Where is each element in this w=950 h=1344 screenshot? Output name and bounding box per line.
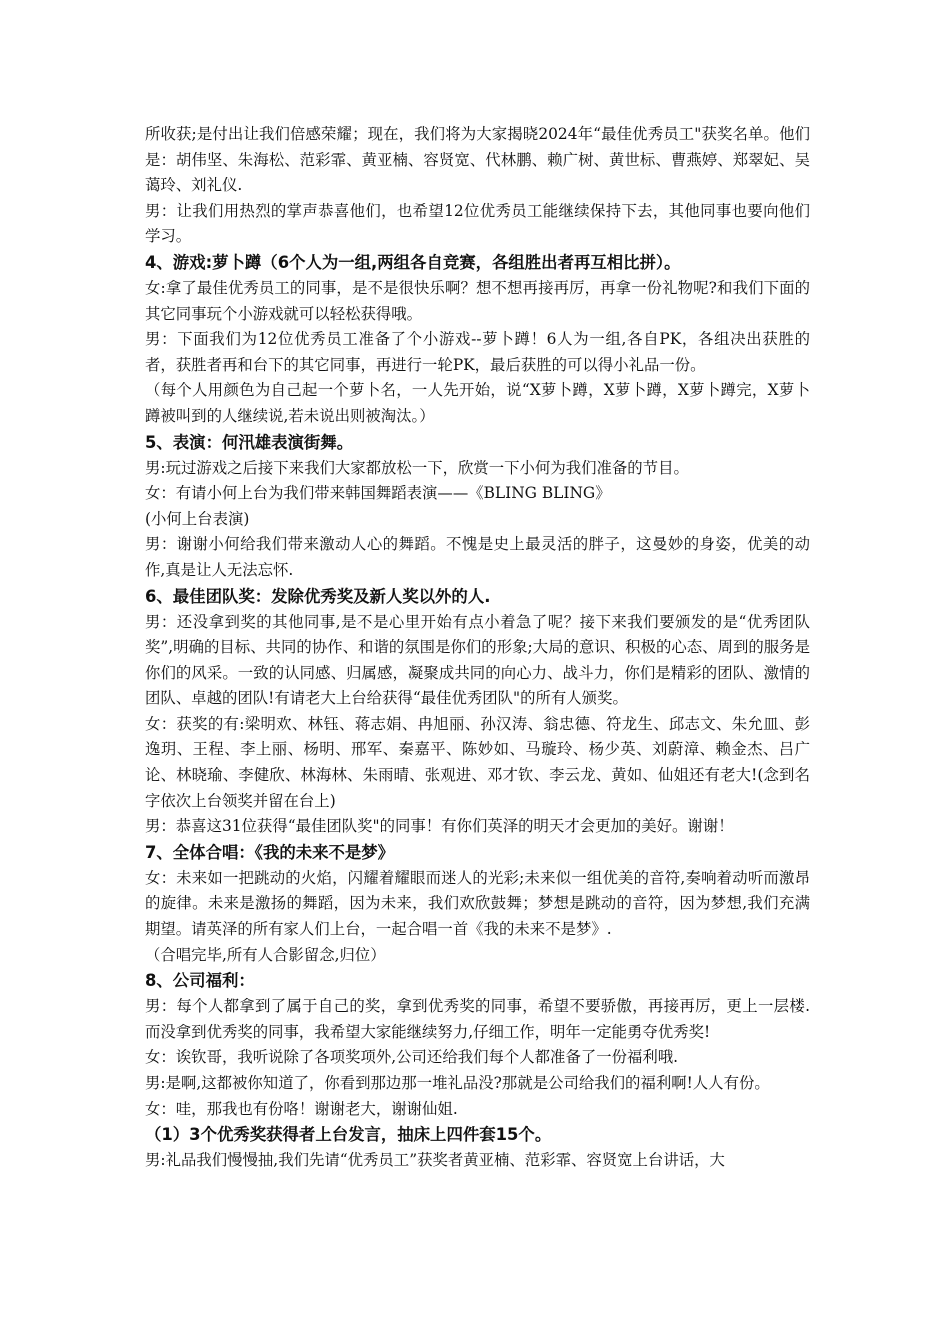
section-heading-welfare: 8、公司福利： — [145, 971, 255, 991]
paragraph-team-award-winners: 女：获奖的有:梁明欢、林钰、蒋志娟、冉旭丽、孙汉涛、翁忠德、符龙生、邱志文、朱允皿、彭逸玥、王程、李上丽、杨明、邢军、秦嘉平、陈妙如、马璇玲、杨少英、刘蔚漳、赖金杰、吕广论、林晓瑜、李健欣、林海林、朱雨晴、张观进、邓才钦、李云龙、黄如、仙姐还有老大!(念到名字依次上台领奖并留在台上) — [145, 714, 810, 810]
paragraph-game-intro: 女:拿了最佳优秀员工的同事，是不是很快乐啊？想不想再接再厉，再拿一份礼物呢?和我们下面的其它同事玩个小游戏就可以轻松获得哦。 — [145, 278, 810, 323]
paragraph-speech-intro: 男:礼品我们慢慢抽,我们先请“优秀员工”获奖者黄亚楠、范彩霏、容贤宽上台讲话，大 — [145, 1151, 725, 1170]
document-body — [145, 122, 810, 1174]
paragraph-welfare-answer: 男:是啊,这都被你知道了，你看到那边那一堆礼品没?那就是公司给我们的福利啊!人人有份。 — [145, 1074, 770, 1092]
paragraph-game-rules: 男：下面我们为12位优秀员工准备了个小游戏--萝卜蹲！6人为一组,各自PK，各组决出获胜的者，获胜者再和台下的其它同事，再进行一轮PK，最后获胜的可以得小礼品一份。 — [145, 330, 810, 374]
paragraph-chorus-direction: （合唱完毕,所有人合影留念,归位） — [145, 945, 386, 964]
paragraph-congratulations: 男：让我们用热烈的掌声恭喜他们，也希望12位优秀员工能继续保持下去，其他同事也要向他们学习。 — [145, 201, 810, 246]
paragraph-performance-intro: 男:玩过游戏之后接下来我们大家都放松一下，欣赏一下小何为我们准备的节目。 — [145, 458, 689, 477]
paragraph-welfare-encourage: 男：每个人都拿到了属于自己的奖，拿到优秀奖的同事，希望不要骄傲，再接再厉，更上一层楼.而没拿到优秀奖的同事，我希望大家能继续努力,仔细工作，明年一定能勇夺优秀奖! — [145, 997, 810, 1041]
paragraph-welfare-thanks: 女：哇，那我也有份咯！谢谢老大，谢谢仙姐. — [145, 1099, 458, 1118]
paragraph-chorus-intro: 女：未来如一把跳动的火焰，闪耀着耀眼而迷人的光彩;未来似一组优美的音符,奏响着动听而激昂的旋律。未来是激扬的舞蹈，因为未来，我们欢欣鼓舞；梦想是跳动的音符，因为梦想,我们充满期望。请英泽的所有家人们上台，一起合唱一首《我的未来不是梦》. — [145, 868, 810, 939]
paragraph-team-award-congrats: 男：恭喜这31位获得“最佳团队奖"的同事！有你们英泽的明天才会更加的美好。谢谢！ — [145, 817, 734, 836]
section-heading-team-award: 6、最佳团队奖：发除优秀奖及新人奖以外的人. — [145, 586, 491, 606]
subsection-heading-speech: （1）3个优秀奖获得者上台发言，抽床上四件套15个。 — [145, 1125, 552, 1145]
paragraph-performance-thanks: 男：谢谢小何给我们带来激动人心的舞蹈。不愧是史上最灵活的胖子，这曼妙的身姿，优美的动作,真是让人无法忘怀. — [145, 535, 810, 579]
paragraph-game-note: （每个人用颜色为自己起一个萝卜名，一人先开始，说“X萝卜蹲，X萝卜蹲，X萝卜蹲完，X萝卜蹲被叫到的人继续说,若未说出则被淘汰。） — [145, 381, 810, 425]
paragraph-welfare-question: 女：诶钦哥，我听说除了各项奖项外,公司还给我们每个人都准备了一份福利哦. — [145, 1048, 679, 1067]
section-heading-chorus: 7、全体合唱：《我的未来不是梦》 — [145, 842, 395, 862]
paragraph-team-award-intro: 男：还没拿到奖的其他同事,是不是心里开始有点小着急了呢？接下来我们要颁发的是“优秀团队奖”,明确的目标、共同的协作、和谐的氛围是你们的形象;大局的意识、积极的心态、周到的服务是你们的风采。一致的认同感、归属感，凝聚成共同的向心力、战斗力，你们是精彩的团队、激情的团队、卓越的团队!有请老大上台给获得“最佳优秀团队"的所有人颁奖。 — [145, 612, 810, 708]
paragraph-stage-direction: (小何上台表演) — [145, 509, 250, 528]
paragraph-award-announcement: 所收获;是付出让我们倍感荣耀；现在，我们将为大家揭晓2024年“最佳优秀员工"获奖名单。他们是：胡伟坚、朱海松、范彩霏、黄亚楠、容贤宽、代林鹏、赖广树、黄世标、曹燕婷、郑翠妃、吴蔼玲、刘礼仪. — [145, 125, 810, 195]
paragraph-performance-invite: 女：有请小何上台为我们带来韩国舞蹈表演——《BLING BLING》 — [145, 484, 611, 503]
section-heading-performance: 5、表演：何汛雄表演街舞。 — [145, 432, 354, 452]
section-heading-game: 4、游戏:萝卜蹲（6个人为一组,两组各自竞赛，各组胜出者再互相比拼）。 — [145, 252, 681, 272]
